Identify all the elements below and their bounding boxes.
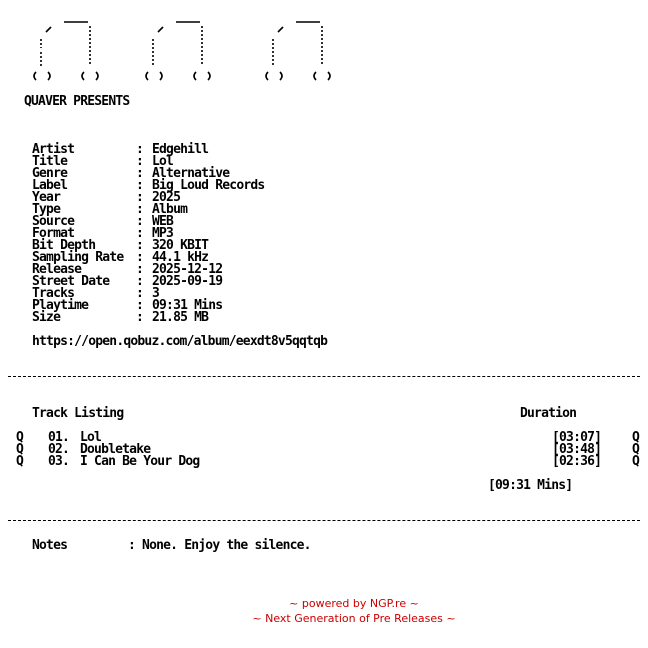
info-value: 3 xyxy=(152,286,160,301)
info-separator: : xyxy=(136,178,144,193)
info-value: Big Loud Records xyxy=(152,178,265,193)
info-separator: : xyxy=(136,202,144,217)
track-title: Lol xyxy=(80,430,102,445)
presenter-title: QUAVER PRESENTS xyxy=(24,94,130,109)
info-value: Album xyxy=(152,202,188,217)
duration-heading: Duration xyxy=(520,406,577,421)
track-duration: [03:07] xyxy=(552,430,602,445)
track-marker-right: Q xyxy=(632,430,640,445)
info-separator: : xyxy=(136,154,144,169)
info-key: Size xyxy=(32,310,61,325)
track-duration: [03:48] xyxy=(552,442,602,457)
tracklist-heading: Track Listing xyxy=(32,406,124,421)
info-value: 2025-12-12 xyxy=(152,262,223,277)
track-marker-left: Q xyxy=(16,430,24,445)
info-separator: : xyxy=(136,226,144,241)
info-key: Sampling Rate xyxy=(32,250,124,265)
info-value: Edgehill xyxy=(152,142,209,157)
track-title: Doubletake xyxy=(80,442,151,457)
info-separator: : xyxy=(136,310,144,325)
info-value: Lol xyxy=(152,154,174,169)
info-separator: : xyxy=(136,214,144,229)
info-key: Playtime xyxy=(32,298,89,313)
track-marker-left: Q xyxy=(16,442,24,457)
info-separator: : xyxy=(136,250,144,265)
info-key: Genre xyxy=(32,166,68,181)
info-key: Bit Depth xyxy=(32,238,96,253)
info-separator: : xyxy=(136,274,144,289)
info-key: Type xyxy=(32,202,61,217)
info-separator: : xyxy=(136,298,144,313)
info-value: 2025-09-19 xyxy=(152,274,223,289)
track-number: 02. xyxy=(48,442,70,457)
notes-label: Notes xyxy=(32,538,68,553)
track-marker-right: Q xyxy=(632,442,640,457)
info-key: Street Date xyxy=(32,274,110,289)
section-divider xyxy=(8,520,640,521)
footer-powered-by: ~ powered by NGP.re ~ xyxy=(289,597,419,610)
notes-text: : None. Enjoy the silence. xyxy=(128,538,311,553)
info-value: WEB xyxy=(152,214,174,229)
info-key: Release xyxy=(32,262,82,277)
info-separator: : xyxy=(136,238,144,253)
info-separator: : xyxy=(136,166,144,181)
info-key: Year xyxy=(32,190,61,205)
info-key: Source xyxy=(32,214,75,229)
info-key: Format xyxy=(32,226,75,241)
track-title: I Can Be Your Dog xyxy=(80,454,200,469)
info-key: Label xyxy=(32,178,68,193)
info-separator: : xyxy=(136,190,144,205)
track-marker-right: Q xyxy=(632,454,640,469)
info-key: Title xyxy=(32,154,68,169)
quaver-ascii-logo xyxy=(24,14,354,86)
section-divider xyxy=(8,376,640,377)
info-value: 21.85 MB xyxy=(152,310,209,325)
info-value: 320 KBIT xyxy=(152,238,209,253)
track-number: 01. xyxy=(48,430,70,445)
info-value: 2025 xyxy=(152,190,181,205)
track-number: 03. xyxy=(48,454,70,469)
total-duration: [09:31 Mins] xyxy=(488,478,573,493)
release-url[interactable]: https://open.qobuz.com/album/eexdt8v5qqtqb xyxy=(32,334,328,349)
info-separator: : xyxy=(136,286,144,301)
info-value: MP3 xyxy=(152,226,174,241)
info-separator: : xyxy=(136,262,144,277)
info-value: Alternative xyxy=(152,166,230,181)
info-separator: : xyxy=(136,142,144,157)
info-key: Tracks xyxy=(32,286,75,301)
track-duration: [02:36] xyxy=(552,454,602,469)
info-value: 09:31 Mins xyxy=(152,298,223,313)
info-key: Artist xyxy=(32,142,75,157)
info-value: 44.1 kHz xyxy=(152,250,209,265)
track-marker-left: Q xyxy=(16,454,24,469)
footer-tagline: ~ Next Generation of Pre Releases ~ xyxy=(252,612,456,625)
